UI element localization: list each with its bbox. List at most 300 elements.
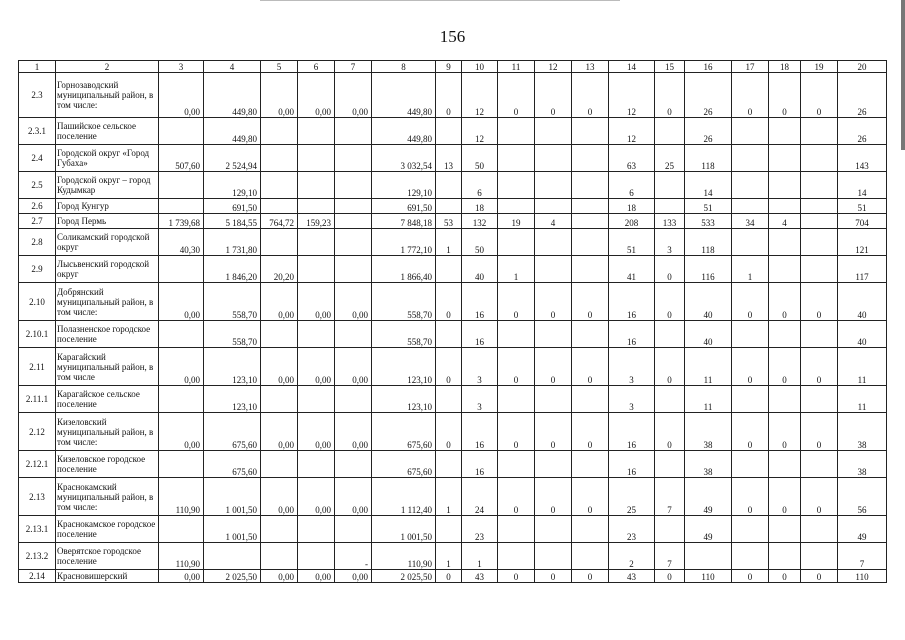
row-code: 2.13.1	[19, 516, 56, 543]
table-cell: 0	[655, 256, 685, 283]
table-cell	[572, 118, 609, 145]
table-cell: 40	[462, 256, 498, 283]
table-cell	[801, 145, 838, 172]
row-name: Городской округ – город Кудымкар	[56, 172, 159, 199]
table-cell	[159, 321, 204, 348]
table-cell	[769, 516, 801, 543]
column-header: 10	[462, 61, 498, 73]
table-cell: 26	[838, 73, 887, 118]
table-cell: 11	[838, 386, 887, 413]
table-cell: 49	[685, 516, 732, 543]
row-name: Город Пермь	[56, 214, 159, 229]
table-cell: 0	[436, 348, 462, 386]
table-cell: 1	[436, 478, 462, 516]
table-cell: -	[335, 543, 372, 570]
table-row	[19, 348, 887, 386]
table-cell: 0	[535, 570, 572, 583]
table-cell	[204, 543, 261, 570]
table-cell: 0	[572, 348, 609, 386]
column-header: 16	[685, 61, 732, 73]
table-cell: 63	[609, 145, 655, 172]
table-cell	[498, 543, 535, 570]
table-cell: 0	[498, 73, 535, 118]
table-cell: 0	[732, 413, 769, 451]
table-cell: 18	[609, 199, 655, 214]
table-cell	[572, 145, 609, 172]
table-row	[19, 145, 887, 172]
table-cell: 12	[609, 118, 655, 145]
table-cell	[572, 516, 609, 543]
table-cell	[769, 199, 801, 214]
table-cell: 0,00	[261, 413, 298, 451]
column-header: 11	[498, 61, 535, 73]
table-cell: 40	[838, 283, 887, 321]
table-cell	[572, 451, 609, 478]
table-cell: 110,90	[159, 478, 204, 516]
table-row	[19, 478, 887, 516]
table-cell: 123,10	[372, 386, 436, 413]
table-cell: 1 112,40	[372, 478, 436, 516]
row-name: Кизеловский муниципальный район, в том числе:	[56, 413, 159, 451]
table-cell: 1	[498, 256, 535, 283]
table-cell: 40	[838, 321, 887, 348]
table-cell: 24	[462, 478, 498, 516]
table-cell: 117	[838, 256, 887, 283]
table-cell	[261, 172, 298, 199]
table-cell	[298, 321, 335, 348]
table-cell	[298, 516, 335, 543]
table-cell: 0	[769, 348, 801, 386]
table-cell: 143	[838, 145, 887, 172]
table-cell	[298, 386, 335, 413]
table-cell: 0,00	[335, 413, 372, 451]
column-header: 1	[19, 61, 56, 73]
table-cell: 0	[535, 348, 572, 386]
row-name: Краснокамский муниципальный район, в том числе:	[56, 478, 159, 516]
table-cell: 51	[838, 199, 887, 214]
table-cell: 449,80	[372, 73, 436, 118]
table-cell: 0,00	[298, 413, 335, 451]
table-cell	[159, 256, 204, 283]
table-cell	[769, 145, 801, 172]
table-cell	[335, 118, 372, 145]
table-cell: 3	[462, 348, 498, 386]
table-cell: 14	[685, 172, 732, 199]
table-cell: 40	[685, 283, 732, 321]
table-cell: 121	[838, 229, 887, 256]
table-cell: 0	[801, 73, 838, 118]
row-code: 2.10	[19, 283, 56, 321]
table-cell: 43	[609, 570, 655, 583]
table-cell	[298, 172, 335, 199]
table-cell: 0	[535, 413, 572, 451]
table-cell: 26	[685, 73, 732, 118]
table-cell: 0	[801, 348, 838, 386]
table-cell	[769, 229, 801, 256]
table-cell: 0,00	[261, 570, 298, 583]
table-cell	[732, 172, 769, 199]
table-cell	[732, 321, 769, 348]
table-cell: 1 772,10	[372, 229, 436, 256]
table-cell: 0	[535, 283, 572, 321]
table-cell	[801, 172, 838, 199]
table-cell	[436, 118, 462, 145]
table-cell: 0,00	[261, 283, 298, 321]
scan-edge-mark	[901, 0, 905, 150]
table-cell: 704	[838, 214, 887, 229]
table-cell	[572, 199, 609, 214]
column-header: 8	[372, 61, 436, 73]
column-header: 6	[298, 61, 335, 73]
table-cell	[535, 256, 572, 283]
table-cell: 0	[498, 348, 535, 386]
table-cell: 0	[655, 283, 685, 321]
table-cell: 0	[572, 478, 609, 516]
table-cell: 0	[498, 478, 535, 516]
table-cell	[801, 199, 838, 214]
table-cell	[261, 543, 298, 570]
table-cell	[572, 172, 609, 199]
table-cell: 53	[436, 214, 462, 229]
table-cell	[159, 386, 204, 413]
table-row	[19, 386, 887, 413]
table-cell: 38	[685, 451, 732, 478]
table-cell	[535, 543, 572, 570]
table-cell	[335, 451, 372, 478]
table-row	[19, 199, 887, 214]
table-row	[19, 214, 887, 229]
table-cell	[436, 256, 462, 283]
table-cell: 0	[572, 73, 609, 118]
column-header: 5	[261, 61, 298, 73]
table-cell	[261, 199, 298, 214]
table-cell	[769, 172, 801, 199]
table-cell: 23	[462, 516, 498, 543]
row-name: Карагайский муниципальный район, в том числе	[56, 348, 159, 386]
row-code: 2.12.1	[19, 451, 56, 478]
table-cell: 0,00	[298, 348, 335, 386]
table-cell: 16	[609, 451, 655, 478]
table-cell	[159, 516, 204, 543]
table-cell: 41	[609, 256, 655, 283]
table-cell: 16	[609, 413, 655, 451]
table-cell: 691,50	[204, 199, 261, 214]
table-cell: 449,80	[204, 73, 261, 118]
table-cell	[261, 229, 298, 256]
table-cell: 116	[685, 256, 732, 283]
table-cell	[498, 516, 535, 543]
table-cell	[769, 386, 801, 413]
table-cell: 3	[609, 348, 655, 386]
table-cell: 16	[609, 283, 655, 321]
table-cell	[498, 386, 535, 413]
table-row	[19, 321, 887, 348]
table-cell: 129,10	[204, 172, 261, 199]
table-cell: 0	[535, 73, 572, 118]
table-cell	[335, 229, 372, 256]
table-cell	[436, 172, 462, 199]
table-cell: 1 731,80	[204, 229, 261, 256]
table-cell	[732, 386, 769, 413]
table-cell: 5 184,55	[204, 214, 261, 229]
row-code: 2.12	[19, 413, 56, 451]
table-cell: 4	[769, 214, 801, 229]
table-cell	[801, 214, 838, 229]
table-cell: 11	[685, 348, 732, 386]
table-cell	[732, 451, 769, 478]
row-code: 2.6	[19, 199, 56, 214]
data-table	[18, 60, 887, 583]
column-header: 2	[56, 61, 159, 73]
row-name: Город Кунгур	[56, 199, 159, 214]
table-cell: 34	[732, 214, 769, 229]
table-cell: 3 032,54	[372, 145, 436, 172]
table-cell	[261, 145, 298, 172]
table-cell: 133	[655, 214, 685, 229]
table-cell	[436, 451, 462, 478]
table-cell: 1	[436, 543, 462, 570]
table-cell: 0	[498, 283, 535, 321]
table-cell: 0,00	[261, 73, 298, 118]
table-cell: 675,60	[372, 451, 436, 478]
table-body	[19, 73, 887, 583]
table-cell: 110,90	[159, 543, 204, 570]
table-cell: 1 001,50	[204, 516, 261, 543]
table-cell	[298, 229, 335, 256]
table-cell: 2 025,50	[204, 570, 261, 583]
table-cell	[498, 199, 535, 214]
table-cell: 0	[655, 570, 685, 583]
table-cell: 0	[436, 413, 462, 451]
table-cell	[732, 145, 769, 172]
table-cell: 0,00	[335, 570, 372, 583]
table-cell: 0	[732, 570, 769, 583]
table-cell: 0	[655, 348, 685, 386]
row-code: 2.3.1	[19, 118, 56, 145]
table-cell: 129,10	[372, 172, 436, 199]
table-cell: 7	[838, 543, 887, 570]
row-name: Соликамский городской округ	[56, 229, 159, 256]
table-cell	[535, 145, 572, 172]
table-row	[19, 118, 887, 145]
table-cell: 0	[436, 283, 462, 321]
table-cell	[261, 386, 298, 413]
table-cell	[685, 543, 732, 570]
table-cell	[261, 118, 298, 145]
table-cell	[535, 118, 572, 145]
table-cell: 0,00	[261, 478, 298, 516]
table-cell	[732, 199, 769, 214]
table-row	[19, 413, 887, 451]
table-cell	[535, 321, 572, 348]
table-cell: 691,50	[372, 199, 436, 214]
column-header: 14	[609, 61, 655, 73]
table-cell: 0,00	[261, 348, 298, 386]
table-cell: 2	[609, 543, 655, 570]
table-cell: 56	[838, 478, 887, 516]
table-cell	[436, 321, 462, 348]
scan-edge-line	[260, 0, 620, 1]
column-header: 15	[655, 61, 685, 73]
table-cell: 0	[801, 413, 838, 451]
table-cell: 3	[655, 229, 685, 256]
table-cell	[498, 118, 535, 145]
row-name: Пашийское сельское поселение	[56, 118, 159, 145]
table-cell: 0,00	[159, 73, 204, 118]
table-cell	[498, 145, 535, 172]
table-cell: 7	[655, 478, 685, 516]
table-cell: 0,00	[298, 478, 335, 516]
table-cell: 16	[462, 283, 498, 321]
table-cell	[655, 516, 685, 543]
row-name: Краснокамское городское поселение	[56, 516, 159, 543]
table-cell	[801, 118, 838, 145]
table-cell	[298, 199, 335, 214]
table-row	[19, 256, 887, 283]
table-cell: 110,90	[372, 543, 436, 570]
table-cell: 0	[732, 348, 769, 386]
table-cell: 26	[838, 118, 887, 145]
page-number: 156	[439, 27, 466, 46]
table-cell	[159, 199, 204, 214]
table-cell	[535, 516, 572, 543]
table-cell	[801, 451, 838, 478]
table-cell	[436, 516, 462, 543]
table-cell: 0,00	[159, 413, 204, 451]
table-cell: 0	[732, 73, 769, 118]
table-cell: 38	[838, 451, 887, 478]
table-cell	[298, 118, 335, 145]
table-cell: 110	[838, 570, 887, 583]
table-cell: 0	[732, 283, 769, 321]
table-cell	[335, 172, 372, 199]
table-cell: 558,70	[372, 283, 436, 321]
table-cell: 6	[462, 172, 498, 199]
table-cell: 123,10	[372, 348, 436, 386]
column-header: 4	[204, 61, 261, 73]
table-cell: 12	[462, 118, 498, 145]
table-cell: 0,00	[335, 73, 372, 118]
table-cell	[535, 229, 572, 256]
column-header: 20	[838, 61, 887, 73]
table-cell: 16	[609, 321, 655, 348]
table-cell	[572, 386, 609, 413]
table-cell: 11	[685, 386, 732, 413]
table-cell: 123,10	[204, 386, 261, 413]
table-cell: 0	[572, 413, 609, 451]
column-header: 13	[572, 61, 609, 73]
table-row	[19, 283, 887, 321]
table-cell	[535, 172, 572, 199]
table-cell: 449,80	[204, 118, 261, 145]
table-cell	[261, 516, 298, 543]
table-cell	[801, 256, 838, 283]
table-cell: 123,10	[204, 348, 261, 386]
table-cell	[335, 199, 372, 214]
table-cell: 0,00	[335, 283, 372, 321]
table-cell	[801, 516, 838, 543]
table-cell: 558,70	[204, 283, 261, 321]
row-name: Кизеловское городское поселение	[56, 451, 159, 478]
table-cell	[159, 172, 204, 199]
table-cell: 0,00	[159, 348, 204, 386]
table-cell	[769, 118, 801, 145]
table-cell	[769, 543, 801, 570]
table-cell: 12	[609, 73, 655, 118]
table-cell: 0	[801, 570, 838, 583]
table-cell: 16	[462, 413, 498, 451]
table-row	[19, 73, 887, 118]
table-cell: 3	[609, 386, 655, 413]
table-cell	[572, 543, 609, 570]
table-cell	[335, 145, 372, 172]
table-cell: 49	[685, 478, 732, 516]
table-cell	[769, 451, 801, 478]
column-header: 17	[732, 61, 769, 73]
table-cell: 1 001,50	[372, 516, 436, 543]
row-name: Полазненское городское поселение	[56, 321, 159, 348]
table-cell	[498, 229, 535, 256]
table-row	[19, 451, 887, 478]
table-cell: 0	[769, 478, 801, 516]
table-cell	[769, 256, 801, 283]
table-cell: 25	[655, 145, 685, 172]
table-cell: 0	[769, 73, 801, 118]
table-cell: 20,20	[261, 256, 298, 283]
table-cell: 43	[462, 570, 498, 583]
table-cell: 14	[838, 172, 887, 199]
row-code: 2.8	[19, 229, 56, 256]
column-header: 18	[769, 61, 801, 73]
table-cell	[298, 256, 335, 283]
column-header: 3	[159, 61, 204, 73]
table-cell	[572, 214, 609, 229]
row-code: 2.4	[19, 145, 56, 172]
table-cell: 1 846,20	[204, 256, 261, 283]
table-cell: 533	[685, 214, 732, 229]
row-name: Оверятское городское поселение	[56, 543, 159, 570]
table-cell: 6	[609, 172, 655, 199]
table-cell	[572, 256, 609, 283]
table-cell	[732, 229, 769, 256]
table-cell: 23	[609, 516, 655, 543]
row-code: 2.5	[19, 172, 56, 199]
table-header-row	[19, 61, 887, 73]
table-cell: 0	[655, 413, 685, 451]
column-header: 7	[335, 61, 372, 73]
row-code: 2.13	[19, 478, 56, 516]
table-row	[19, 570, 887, 583]
table-cell: 0	[572, 570, 609, 583]
table-cell	[498, 172, 535, 199]
table-cell: 0	[535, 478, 572, 516]
row-code: 2.10.1	[19, 321, 56, 348]
table-cell: 12	[462, 73, 498, 118]
table-cell: 25	[609, 478, 655, 516]
table-cell: 0	[572, 283, 609, 321]
table-cell	[655, 321, 685, 348]
table-cell: 1 739,68	[159, 214, 204, 229]
table-cell	[335, 214, 372, 229]
table-cell: 110	[685, 570, 732, 583]
table-cell: 0	[769, 570, 801, 583]
row-name: Городской округ «Город Губаха»	[56, 145, 159, 172]
table-cell: 0,00	[335, 478, 372, 516]
table-cell	[535, 199, 572, 214]
row-name: Горнозаводский муниципальный район, в том числе:	[56, 73, 159, 118]
table-cell: 38	[838, 413, 887, 451]
table-cell: 0	[801, 283, 838, 321]
